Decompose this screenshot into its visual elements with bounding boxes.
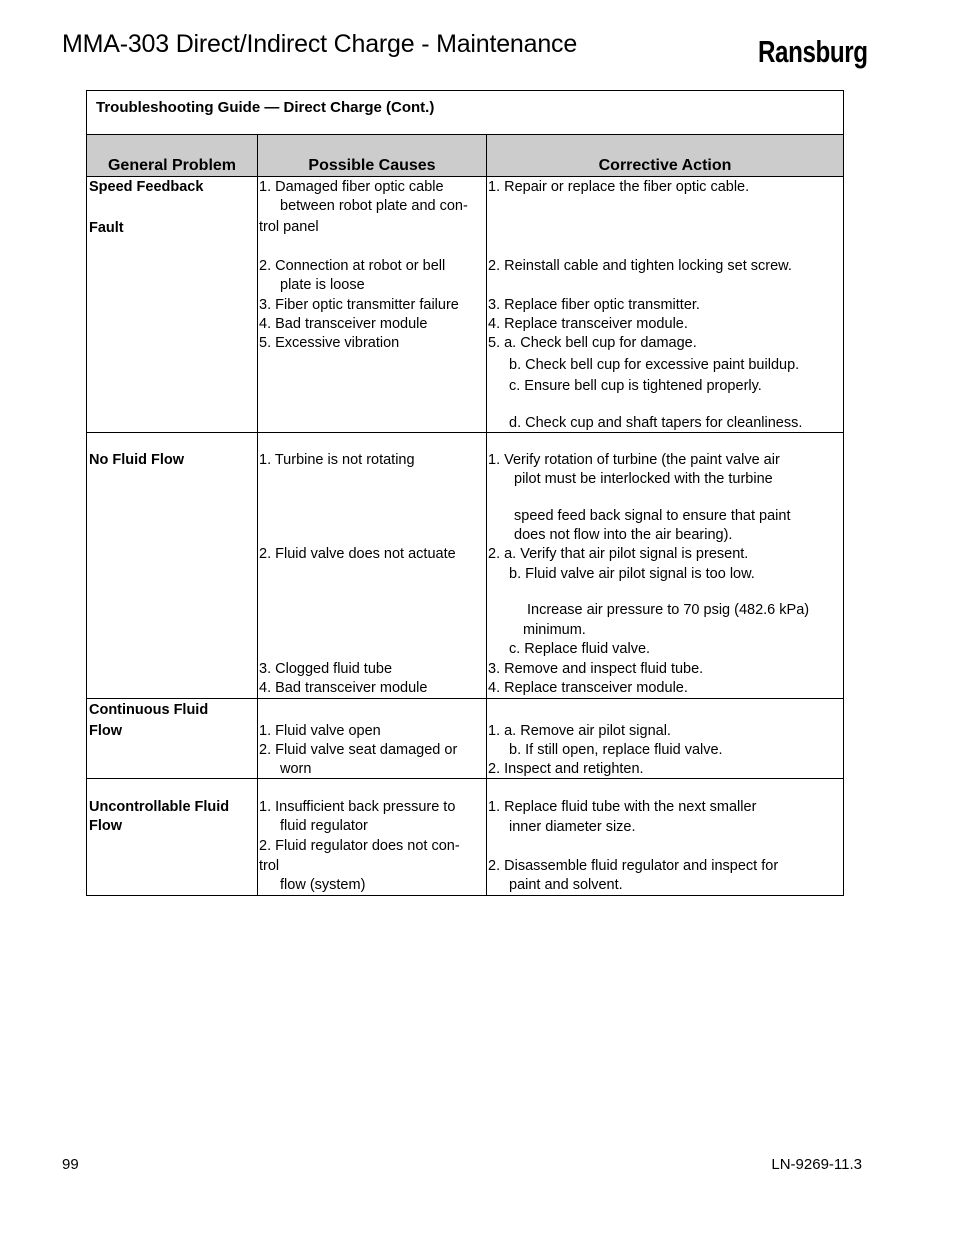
- action-text: pilot must be interlocked with the turbine: [514, 471, 773, 487]
- action-text: speed feed back signal to ensure that paint: [514, 508, 791, 524]
- action-text: 5. a. Check bell cup for damage.: [488, 335, 697, 351]
- action-text: 1. a. Remove air pilot signal.: [488, 723, 671, 739]
- cause-text: 2. Fluid valve does not actuate: [259, 546, 456, 562]
- brand-logo: Ransburg: [758, 34, 868, 69]
- action-text: d. Check cup and shaft tapers for cleanliness.: [509, 415, 803, 431]
- cause-text: 3. Fiber optic transmitter failure: [259, 297, 459, 313]
- problem-text: Speed Feedback: [89, 179, 204, 195]
- action-text: 4. Replace transceiver module.: [488, 316, 688, 332]
- table-row: [87, 177, 843, 433]
- problem-text: No Fluid Flow: [89, 452, 185, 468]
- cause-text: flow (system): [280, 877, 366, 893]
- action-text: 2. a. Verify that air pilot signal is present.: [488, 546, 749, 562]
- document-number: LN-9269-11.3: [771, 1156, 862, 1173]
- cause-text: plate is loose: [280, 277, 365, 293]
- action-text: 2. Disassemble fluid regulator and inspect for: [488, 858, 779, 874]
- cause-text: 5. Excessive vibration: [259, 335, 400, 351]
- cause-text: between robot plate and con-: [280, 198, 468, 214]
- action-text: 2. Inspect and retighten.: [488, 761, 644, 777]
- action-text: 3. Replace fiber optic transmitter.: [488, 297, 700, 313]
- troubleshooting-table: [86, 90, 844, 896]
- cause-text: 4. Bad transceiver module: [259, 316, 428, 332]
- cause-text: 3. Clogged fluid tube: [259, 661, 393, 677]
- cause-text: 1. Turbine is not rotating: [259, 452, 415, 468]
- table-row: [87, 433, 843, 699]
- action-text: 3. Remove and inspect fluid tube.: [488, 661, 704, 677]
- action-text: c. Ensure bell cup is tightened properly.: [509, 378, 762, 394]
- cause-text: trol panel: [259, 219, 319, 235]
- cause-text: worn: [280, 761, 312, 777]
- action-text: inner diameter size.: [509, 819, 636, 835]
- cause-text: fluid regulator: [280, 818, 368, 834]
- action-text: 1. Repair or replace the fiber optic cable.: [488, 179, 750, 195]
- problem-text: Flow: [89, 723, 123, 739]
- column-header-problem: General Problem: [87, 135, 258, 176]
- problem-text: Uncontrollable Fluid: [89, 799, 230, 815]
- page-title: MMA-303 Direct/Indirect Charge - Maintenance: [62, 30, 578, 58]
- column-header-causes: Possible Causes: [258, 135, 487, 176]
- action-text: 1. Verify rotation of turbine (the paint valve air: [488, 452, 780, 468]
- cause-text: 1. Insufficient back pressure to: [259, 799, 456, 815]
- table-row: [87, 699, 843, 779]
- cause-text: trol: [259, 858, 280, 874]
- action-text: b. Fluid valve air pilot signal is too low.: [509, 566, 755, 582]
- action-text: 4. Replace transceiver module.: [488, 680, 688, 696]
- cause-text: 2. Fluid regulator does not con-: [259, 838, 460, 854]
- page-number: 99: [62, 1156, 79, 1173]
- cause-text: 2. Connection at robot or bell: [259, 258, 446, 274]
- action-text: c. Replace fluid valve.: [509, 641, 651, 657]
- cause-text: 4. Bad transceiver module: [259, 680, 428, 696]
- action-text: b. Check bell cup for excessive paint buildup.: [509, 357, 800, 373]
- column-header-action: Corrective Action: [598, 157, 732, 174]
- problem-text: Continuous Fluid: [89, 702, 209, 718]
- action-text: minimum.: [523, 622, 586, 638]
- table-header: [87, 135, 843, 177]
- cause-text: 1. Fluid valve open: [259, 723, 381, 739]
- cause-text: 2. Fluid valve seat damaged or: [259, 742, 458, 758]
- action-text: does not flow into the air bearing).: [514, 527, 733, 543]
- table-title: Troubleshooting Guide — Direct Charge (Cont.): [87, 91, 843, 135]
- action-text: paint and solvent.: [509, 877, 623, 893]
- problem-text: Flow: [89, 818, 123, 834]
- action-text: 1. Replace fluid tube with the next smaller: [488, 799, 757, 815]
- cause-text: 1. Damaged fiber optic cable: [259, 179, 444, 195]
- table-row: [87, 779, 843, 895]
- action-text: Increase air pressure to 70 psig (482.6 kPa): [527, 602, 810, 618]
- problem-text: Fault: [89, 220, 124, 236]
- action-text: 2. Reinstall cable and tighten locking set screw.: [488, 258, 792, 274]
- action-text: b. If still open, replace fluid valve.: [509, 742, 723, 758]
